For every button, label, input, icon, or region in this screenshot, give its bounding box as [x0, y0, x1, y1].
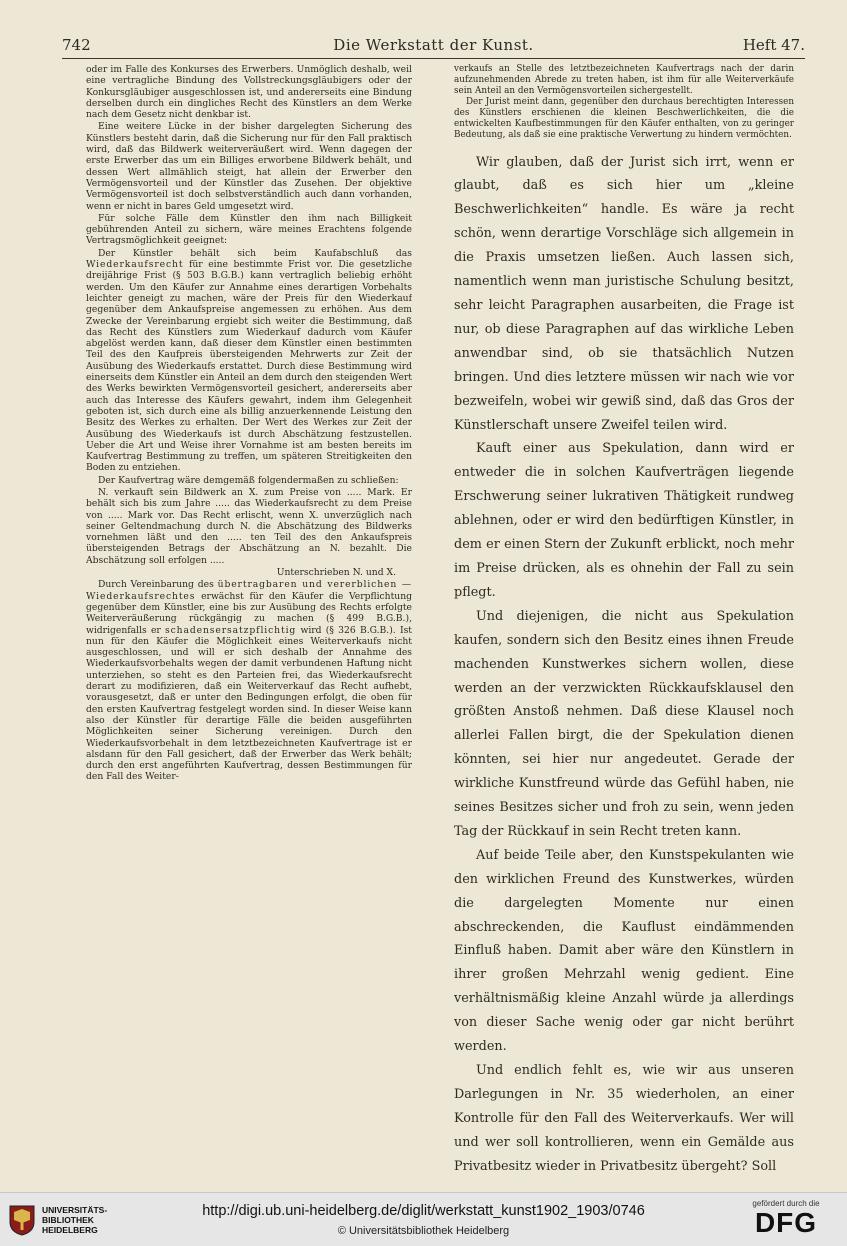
library-logo[interactable] [8, 1203, 128, 1237]
issue-number: Heft 47. [742, 36, 805, 54]
funder-logo[interactable] [737, 1199, 835, 1241]
left-column [86, 64, 412, 1174]
paragraph: oder im Falle des Konkurses des Erwerbers. Unmöglich deshalb, weil eine vertragliche Bindung des Vollstreckungsgläubigers oder der Konkursgläubiger ausgeschlossen ist, und andererseits eine Bindung derselben durch ein dingliches Recht des Künstlers an dem Werke nach dem Gesetz nicht denkbar ist. [86, 64, 412, 121]
journal-title: Die Werkstatt der Kunst. [333, 36, 534, 54]
library-name-line: UNIVERSITÄTS- [42, 1205, 108, 1215]
viewer-footer [0, 1192, 847, 1246]
emphasis-text: schadensersatzpflichtig [165, 624, 297, 636]
emphasis-text: übertragbaren und vererblichen — Wiederkaufsrechtes [86, 579, 412, 602]
paragraph [86, 579, 412, 782]
contract-example: N. verkauft sein Bildwerk an X. zum Preise von ..... Mark. Er behält sich bis zum Jahre ..... das Wiederkaufsrecht zu dem Preise von ..... Mark vor. Das Recht erlischt, wenn X. unverzüglich nach seiner Geltendmachung durch N. die Abschätzung des Bildwerks vornehmen läßt und den ..... ten Teil des den Ankaufspreis übersteigenden Betrags der Abschätzung an N. bezahlt. Die Abschätzung soll erfolgen ..... [86, 486, 412, 566]
quoted-section [454, 64, 794, 141]
emphasis-text: Wiederkaufsrecht [86, 259, 184, 271]
text-run: Der Künstler behält sich beim Kaufabschluß das [98, 247, 412, 259]
paragraph: Für solche Fälle dem Künstler den ihm nach Billigkeit gebührenden Anteil zu sichern, wäre meines Erachtens folgende Vertragsmöglichkeit geeignet: [86, 212, 412, 247]
text-run: erwächst für den Käufer die Verpflichtung gegenüber dem Künstler, eine bis zur Ausübung des Rechts erfolgte Weiterveräußerung rückgängig zu machen (§ 499 B.G.B.), widrigenfalls er [86, 590, 412, 636]
paragraph: Und endlich fehlt es, wie wir aus unseren Darlegungen in Nr. 35 wiederholen, an einer Kontrolle für den Fall des Weiterverkaufs. Wer will und wer soll kontrollieren, wenn ein Gemälde aus Privatbesitz wieder in Privatbesitz übergeht? Soll [454, 1063, 794, 1174]
text-run: wird (§ 326 B.G.B.). Ist nun für den Käufer die Möglichkeit eines Weiterverkaufs nicht ausgeschlossen, und will er sich deshalb der Annahme des Wiederkaufsvorbehalts wegen der damit verbundenen Haftung nicht unterziehen, so steht es den Parteien frei, das Wiederkaufsrecht derart zu modifizieren, daß ein Weiterverkauf das Recht aufhebt, vorausgesetzt, daß er unter den Bedingungen erfolgt, die oben für den ersten Kaufvertrag festgelegt worden sind. In dieser Weise kann also der Künstler für derartige Fälle die beiden ausgeführten Möglichkeiten seiner Sicherung vereinigen. Durch den Wiederkaufsvorbehalt in dem letztbezeichneten Kaufvertrage ist er alsdann für den Fall gesichert, daß der Erwerber das Werk behält; durch den erst angeführten Kaufvertrag, dessen Bestimmungen für den Fall des Weiter- [86, 624, 412, 783]
permalink-url[interactable]: http://digi.ub.uni-heidelberg.de/diglit/werkstatt_kunst1902_1903/0746 [202, 1203, 645, 1219]
right-column [454, 64, 794, 1174]
paragraph: Kauft einer aus Spekulation, dann wird er entweder die in solchen Kaufverträgen liegende Erschwerung seiner lukrativen Thätigkeit rundweg ablehnen, oder er wird den bedürftigen Künstler, in dem er einen Stern der Zukunft erblickt, noch mehr im Preise drücken, als es ohnehin der Fall zu sein pflegt. [454, 441, 794, 600]
paragraph: Auf beide Teile aber, den Kunstspekulanten wie den wirklichen Freund des Kunstwerkes, würden die dargelegten Momente nur einen abschreckenden, die Kauflust eindämmenden Einfluß haben. Damit aber wäre den Künstlern in ihrer großen Mehrzahl wenig gedient. Eine verhältnismäßig kleine Anzahl würde ja allerdings von dieser Sache wenig oder gar nicht berührt werden. [454, 847, 794, 1055]
paragraph: verkaufs an Stelle des letztbezeichneten Kaufvertrags nach der darin aufzunehmenden Abrede zu treten haben, ist ihm für alle Weiterverkäufe sein Anteil an den Vermögensvorteilen sichergestellt. [454, 64, 794, 96]
running-header [62, 30, 805, 59]
paragraph [86, 248, 412, 474]
dfg-logo-text: DFG [754, 1207, 818, 1238]
paragraph: Und diejenigen, die nicht aus Spekulation kaufen, sondern sich den Besitz eines ihnen Freude machenden Kunstwerkes sichern wollen, diese werden an der verzwickten Rückkaufsklausel den größten Anstoß nehmen. Daß diese Klausel noch allerlei Fallen birgt, die der Spekulation dienen könnten, sei hier nur angedeutet. Gerade der wirkliche Kunstfreund würde das Gefühl haben, nie seines Besitzes sicher und froh zu sein, wenn jeden Tag der Rückkauf in sein Recht treten kann. [454, 608, 794, 839]
commentary-section [454, 151, 794, 1174]
paragraph: Eine weitere Lücke in der bisher dargelegten Sicherung des Künstlers besteht darin, daß die Sicherung nur für den Fall praktisch wird, daß das Bildwerk weiterveräußert wird. Wenn dagegen der erste Erwerber das um ein Billiges erworbene Bildwerk behält, und dessen Wert allmählich steigt, hat allein der Erwerber den Vermögensvorteil und der Künstler das Zusehen. Der objektive Vermögensvorteil ist doch selbstverständlich auch dann vorhanden, wenn er nicht in bares Geld umgesetzt wird. [86, 121, 412, 212]
text-run: für eine bestimmte Frist vor. Die gesetzliche dreijährige Frist (§ 503 B.G.B.) kann vertraglich beliebig erhöht werden. Um den Käufer zur Annahme eines derartigen Vorbehalts leichter geneigt zu machen, wäre der Preis für den Wiederkauf gegenüber dem Ankaufspreise angemessen zu erhöhen. Aus dem Zwecke der Vereinbarung ergiebt sich weiter die Bestimmung, daß das Recht des Künstlers zum Wiederkauf dadurch vom Käufer abgelöst werden kann, daß dieser dem Künstler einen bestimmten Teil des den Kaufpreis übersteigenden Mehrwerts zur Zeit der Ausübung des Wiederkaufs erstattet. Durch diese Bestimmung wird einerseits dem Künstler ein Anteil an dem durch den steigenden Wert des Werks bewirkten Vermögensvorteil gesichert, andererseits aber auch das Interesse des Käufers gewahrt, indem ihm Gelegenheit geboten ist, sich durch eine als billig anzuerkennende Leistung den Besitz des Werkes zu erhalten. Der Wert des Werkes zur Zeit der Ausübung des Wiederkaufs ist durch Abschätzung festzustellen. Ueber die Art und Weise ihrer Vornahme ist am besten bereits im Kaufvertrag Bestimmung zu treffen, um späteren Streitigkeiten den Boden zu entziehen. [86, 259, 412, 474]
paragraph: Der Kaufvertrag wäre demgemäß folgendermaßen zu schließen: [98, 474, 399, 486]
paragraph: Der Jurist meint dann, gegenüber den durchaus berechtigten Interessen des Künstlers erschienen die kleinen Beschwerlichkeiten, die die entwickelten Kaufbestimmungen für den Käufer enthalten, von zu geringer Bedeutung, als daß sie eine praktische Verwertung zu hindern vermöchten. [454, 97, 794, 140]
library-name-line: BIBLIOTHEK [42, 1215, 94, 1225]
library-name-line: HEIDELBERG [42, 1225, 98, 1235]
paragraph: Wir glauben, daß der Jurist sich irrt, wenn er glaubt, daß es sich hier um „kleine Beschwerlichkeiten“ handle. Es wäre ja recht schön, wenn derartige Vorschläge sich allgemein in die Praxis umsetzen ließen. Auch lassen sich, namentlich wenn man juristische Schulung besitzt, sehr leicht Paragraphen ausarbeiten, die Frage ist nur, ob diese Paragraphen auf das wirkliche Leben anwendbar sind, ob sie thatsächlich Nutzen bringen. Und dies letztere müssen wir nach wie vor bezweifeln, wobei wir gewiß sind, daß das Gros der Künstlerschaft unsere Zweifel teilen wird. [454, 154, 794, 433]
funded-by-label: gefördert durch die [752, 1199, 820, 1208]
page-number: 742 [62, 36, 91, 54]
text-run: Durch Vereinbarung des [98, 579, 214, 591]
contract-signature: Unterschrieben N. und X. [276, 567, 396, 579]
copyright-notice: © Universitätsbibliothek Heidelberg [337, 1225, 510, 1237]
university-crest-icon [8, 1204, 36, 1236]
library-name [42, 1205, 107, 1235]
